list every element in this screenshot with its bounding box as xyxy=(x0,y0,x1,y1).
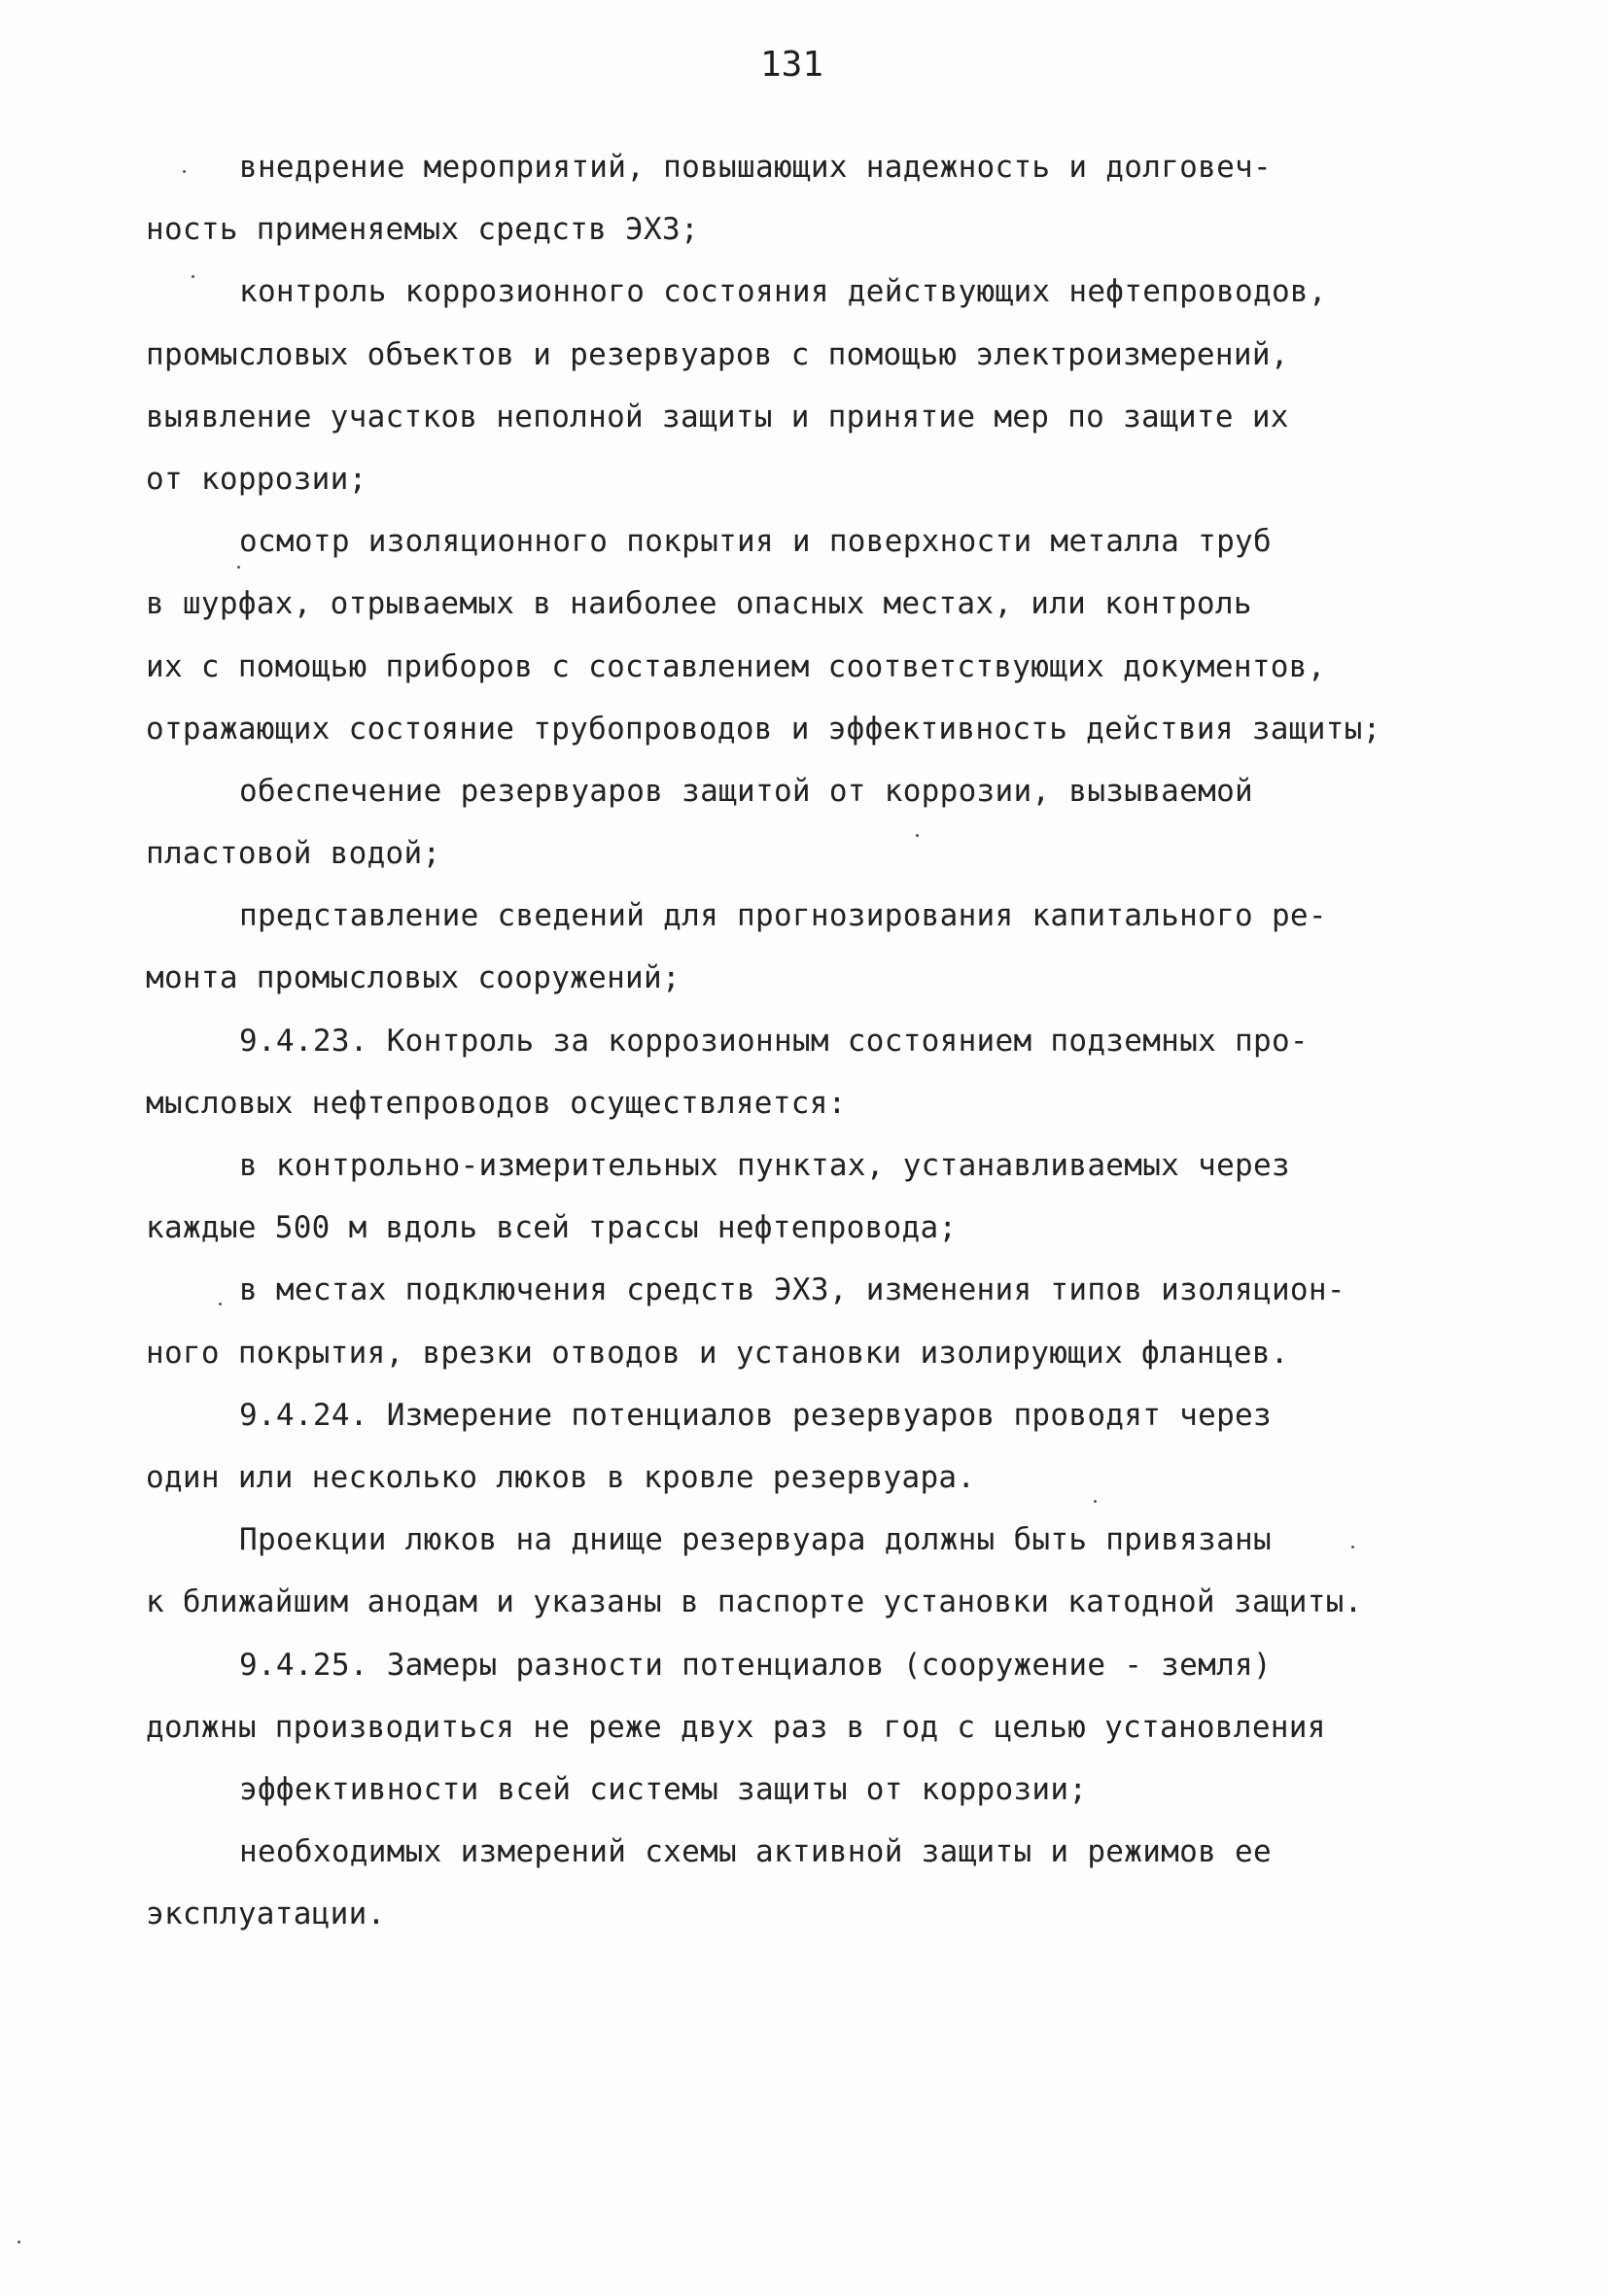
text-line: один или несколько люков в кровле резервуара. xyxy=(146,1459,976,1495)
text-line: монта промысловых сооружений; xyxy=(146,960,681,996)
scan-speck xyxy=(237,566,240,569)
text-line: эффективности всей системы защиты от коррозии; xyxy=(239,1771,1088,1807)
text-line: ного покрытия, врезки отводов и установки изолирующих фланцев. xyxy=(146,1335,1289,1371)
text-line: в контрольно-измерительных пунктах, устанавливаемых через xyxy=(239,1148,1290,1183)
text-line: пластовой водой; xyxy=(146,836,441,872)
body-text xyxy=(146,136,1449,1945)
scan-speck xyxy=(916,834,919,837)
text-line: в шурфах, отрываемых в наиболее опасных местах, или контроль xyxy=(146,586,1252,622)
scan-speck xyxy=(17,2241,20,2244)
scan-speck xyxy=(1351,1546,1354,1548)
text-line: эксплуатации. xyxy=(146,1896,386,1932)
text-line: к ближайшим анодам и указаны в паспорте установки катодной защиты. xyxy=(146,1584,1363,1620)
text-line: представление сведений для прогнозирования капитального ре- xyxy=(239,898,1327,934)
text-line: обеспечение резервуаров защитой от коррозии, вызываемой xyxy=(239,773,1253,809)
text-line: внедрение мероприятий, повышающих надежность и долговеч- xyxy=(239,150,1272,185)
page-number: 131 xyxy=(760,45,824,85)
scan-speck xyxy=(183,170,186,173)
text-line: осмотр изоляционного покрытия и поверхности металла труб xyxy=(239,524,1272,560)
text-line: выявление участков неполной защиты и принятие мер по защите их xyxy=(146,399,1289,435)
scan-speck xyxy=(219,1303,222,1305)
text-line: в местах подключения средств ЭХЗ, изменения типов изоляцион- xyxy=(239,1272,1346,1308)
text-line: должны производиться не реже двух раз в год с целью установления xyxy=(146,1709,1326,1745)
text-line: 9.4.25. Замеры разности потенциалов (сооружение - земля) xyxy=(239,1647,1272,1683)
text-line: 9.4.24. Измерение потенциалов резервуаров проводят через xyxy=(239,1397,1272,1433)
text-line: контроль коррозионного состояния действующих нефтепроводов, xyxy=(239,274,1327,310)
text-line: ность применяемых средств ЭХЗ; xyxy=(146,212,699,248)
scan-speck xyxy=(1094,1500,1097,1503)
text-line: мысловых нефтепроводов осуществляется: xyxy=(146,1085,847,1121)
text-line: каждые 500 м вдоль всей трассы нефтепровода; xyxy=(146,1210,958,1246)
text-line: Проекции люков на днище резервуара должны быть привязаны xyxy=(239,1522,1272,1558)
scan-speck xyxy=(192,275,194,278)
text-line: отражающих состояние трубопроводов и эффективность действия защиты; xyxy=(146,711,1381,747)
text-line: промысловых объектов и резервуаров с помощью электроизмерений, xyxy=(146,336,1289,372)
text-line: их с помощью приборов с составлением соответствующих документов, xyxy=(146,648,1326,684)
text-line: от коррозии; xyxy=(146,461,367,497)
text-line: 9.4.23. Контроль за коррозионным состоянием подземных про- xyxy=(239,1023,1309,1059)
text-line: необходимых измерений схемы активной защиты и режимов ее xyxy=(239,1834,1272,1870)
